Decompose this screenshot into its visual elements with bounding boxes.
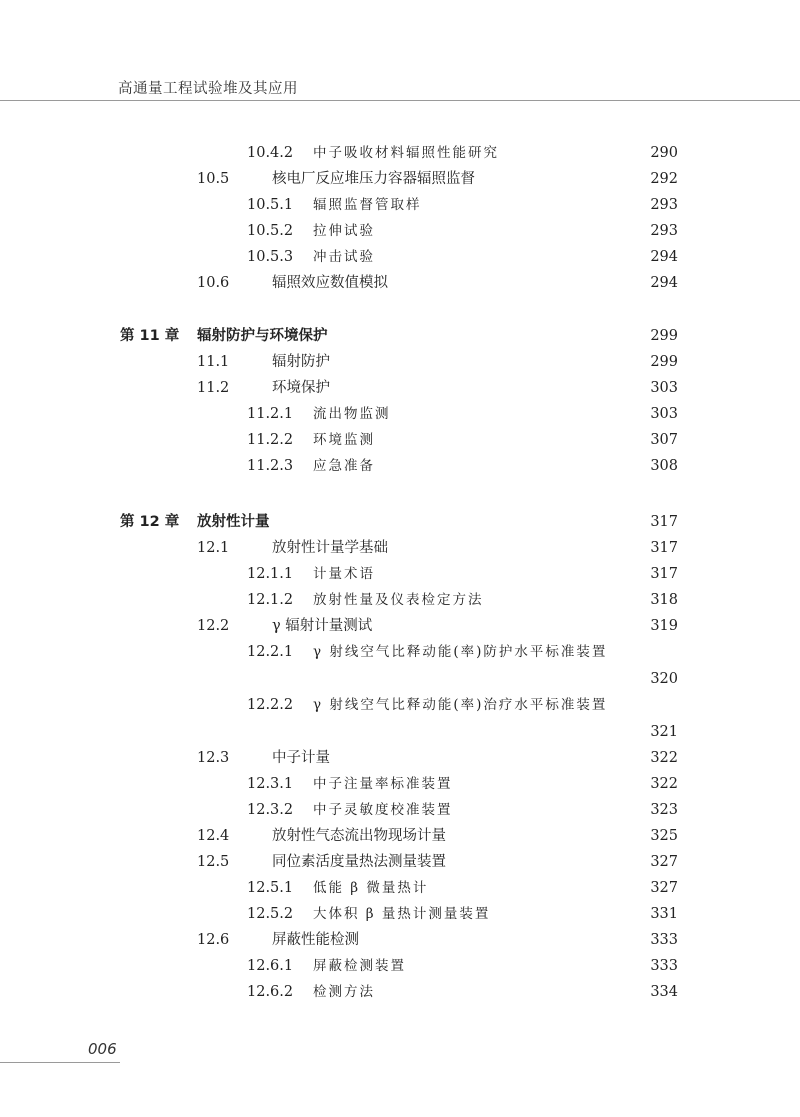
toc-entry-title: 核电厂反应堆压力容器辐照监督 (272, 171, 475, 187)
toc-entry-title: 中子注量率标准装置 (313, 776, 453, 792)
toc-entry-number: 12.3.2 (247, 802, 294, 818)
toc-entry-title: 环境保护 (272, 380, 330, 396)
toc-entry-page: 320 (650, 671, 678, 687)
dot-leader (340, 745, 642, 771)
toc-entry[interactable] (0, 613, 800, 639)
toc-entry-number: 11.2.3 (247, 458, 294, 474)
toc-entry-number: 12.3 (197, 750, 230, 766)
toc-entry[interactable] (0, 270, 800, 296)
toc-entry-title: γ 射线空气比释动能(率)治疗水平标准装置 (313, 697, 608, 713)
toc-entry[interactable] (0, 979, 800, 1005)
toc-entry[interactable] (0, 218, 800, 244)
toc-entry[interactable] (0, 745, 800, 771)
toc-entry-page: 319 (650, 618, 678, 634)
toc-entry-title: 辐照监督管取样 (313, 197, 422, 213)
toc-entry[interactable] (0, 875, 800, 901)
dot-leader (385, 453, 642, 479)
toc-entry-number: 12.2 (197, 618, 230, 634)
dot-leader (385, 561, 642, 587)
toc-entry-title: 辐射防护 (272, 354, 330, 370)
toc-entry-number: 12.4 (197, 828, 230, 844)
dot-leader (385, 427, 642, 453)
toc-entry-page: 334 (650, 984, 678, 1000)
toc-entry-title: 放射性计量 (197, 514, 270, 530)
toc-entry-number: 12.5.1 (247, 880, 294, 896)
toc-entry-title: 放射性量及仪表检定方法 (313, 592, 484, 608)
toc-entry[interactable] (0, 692, 800, 745)
dot-leader (456, 849, 642, 875)
toc-entry-number: 11.2.1 (247, 406, 294, 422)
toc-entry-page: 299 (650, 354, 678, 370)
toc-entry-number: 第 11 章 (120, 328, 180, 344)
dot-leader (485, 166, 642, 192)
dot-leader (500, 901, 642, 927)
dot-leader (280, 509, 643, 535)
toc-entry-page: 303 (650, 380, 678, 396)
toc-entry-page: 322 (650, 750, 678, 766)
toc-entry-title: 同位素活度量热法测量装置 (272, 854, 446, 870)
dot-leader (432, 192, 643, 218)
dot-leader (401, 401, 643, 427)
toc-entry-number: 10.6 (197, 275, 230, 291)
toc-chapter-entry[interactable] (0, 323, 800, 349)
toc-entry-page: 293 (650, 223, 678, 239)
dot-leader (398, 535, 642, 561)
toc-entry[interactable] (0, 561, 800, 587)
toc-entry[interactable] (0, 349, 800, 375)
toc-entry-page: 294 (650, 249, 678, 265)
toc-entry-title: 辐照效应数值模拟 (272, 275, 388, 291)
toc-entry-page: 290 (650, 145, 678, 161)
toc-entry-title: 流出物监测 (313, 406, 391, 422)
toc-entry-number: 12.5.2 (247, 906, 294, 922)
toc-entry-number: 10.4.2 (247, 145, 294, 161)
toc-entry-number: 12.3.1 (247, 776, 294, 792)
toc-entry-number: 12.6.2 (247, 984, 294, 1000)
toc-entry-title: γ 辐射计量测试 (272, 618, 373, 634)
toc-entry[interactable] (0, 823, 800, 849)
toc-entry-number: 12.2.1 (247, 644, 294, 660)
toc-entry[interactable] (0, 140, 800, 166)
dot-leader (463, 797, 643, 823)
toc-entry-number: 11.1 (197, 354, 230, 370)
dot-leader (398, 270, 642, 296)
toc-entry-number: 12.5 (197, 854, 230, 870)
toc-entry-title: 中子吸收材料辐照性能研究 (313, 145, 499, 161)
toc-entry[interactable] (0, 771, 800, 797)
dot-leader (313, 719, 642, 745)
toc-entry-number: 12.6 (197, 932, 230, 948)
toc-chapter-entry[interactable] (0, 509, 800, 535)
toc-entry[interactable] (0, 901, 800, 927)
toc-entry-page: 299 (650, 328, 678, 344)
toc-entry-page: 321 (650, 724, 678, 740)
toc-entry-title: 中子灵敏度校准装置 (313, 802, 453, 818)
toc-entry-number: 12.1.1 (247, 566, 294, 582)
toc-entry-number: 12.1.2 (247, 592, 294, 608)
toc-entry-title: 辐射防护与环境保护 (197, 328, 328, 344)
toc-entry-title: 拉伸试验 (313, 223, 375, 239)
dot-leader (494, 587, 643, 613)
dot-leader (369, 927, 642, 953)
toc-entry-page: 333 (650, 958, 678, 974)
toc-entry-page: 308 (650, 458, 678, 474)
toc-entry[interactable] (0, 639, 800, 692)
toc-entry-number: 10.5 (197, 171, 230, 187)
toc-entry[interactable] (0, 849, 800, 875)
dot-leader (385, 244, 642, 270)
toc-entry-number: 12.1 (197, 540, 230, 556)
book-title: 高通量工程试验堆及其应用 (118, 81, 298, 97)
footer-rule (0, 1062, 120, 1063)
toc-entry-title: γ 射线空气比释动能(率)防护水平标准装置 (313, 644, 608, 660)
toc-entry-number: 12.2.2 (247, 697, 294, 713)
toc-entry-title: 屏蔽检测装置 (313, 958, 406, 974)
toc-entry-page: 303 (650, 406, 678, 422)
toc-entry-title: 低能 β 微量热计 (313, 880, 429, 896)
toc-entry-title: 计量术语 (313, 566, 375, 582)
toc-entry-page: 317 (650, 566, 678, 582)
toc-entry[interactable] (0, 166, 800, 192)
dot-leader (385, 218, 642, 244)
toc-entry-number: 10.5.2 (247, 223, 294, 239)
toc-entry-number: 10.5.1 (247, 197, 294, 213)
toc-entry-title: 屏蔽性能检测 (272, 932, 359, 948)
toc-entry[interactable] (0, 535, 800, 561)
toc-entry-title: 中子计量 (272, 750, 330, 766)
toc-entry-page: 327 (650, 880, 678, 896)
toc-entry[interactable] (0, 953, 800, 979)
toc-entry[interactable] (0, 587, 800, 613)
toc-entry-page: 294 (650, 275, 678, 291)
toc-entry-title: 检测方法 (313, 984, 375, 1000)
toc-entry[interactable] (0, 192, 800, 218)
dot-leader (340, 349, 642, 375)
dot-leader (338, 323, 643, 349)
toc-entry[interactable] (0, 244, 800, 270)
toc-entry[interactable] (0, 797, 800, 823)
toc-entry-page: 322 (650, 776, 678, 792)
toc-entry-page: 307 (650, 432, 678, 448)
toc-entry-number: 12.6.1 (247, 958, 294, 974)
dot-leader (385, 979, 642, 1005)
toc-entry-number: 11.2 (197, 380, 230, 396)
toc-entry-number: 第 12 章 (120, 514, 180, 530)
dot-leader (463, 771, 643, 797)
toc-entry-title: 放射性气态流出物现场计量 (272, 828, 446, 844)
page-number: 006 (88, 1040, 117, 1058)
toc-entry-page: 323 (650, 802, 678, 818)
dot-leader (340, 375, 642, 401)
toc-entry-page: 317 (650, 514, 678, 530)
toc-entry[interactable] (0, 927, 800, 953)
dot-leader (509, 140, 642, 166)
toc-entry[interactable] (0, 401, 800, 427)
dot-leader (438, 875, 642, 901)
toc-entry-title: 环境监测 (313, 432, 375, 448)
toc-entry-page: 318 (650, 592, 678, 608)
toc-entry-title: 应急准备 (313, 458, 375, 474)
toc-entry-title: 放射性计量学基础 (272, 540, 388, 556)
toc-entry-number: 10.5.3 (247, 249, 294, 265)
dot-leader (416, 953, 642, 979)
dot-leader (382, 613, 642, 639)
toc-entry-page: 293 (650, 197, 678, 213)
toc-entry[interactable] (0, 427, 800, 453)
dot-leader (313, 666, 642, 692)
toc-entry-page: 327 (650, 854, 678, 870)
dot-leader (456, 823, 642, 849)
toc-entry-page: 317 (650, 540, 678, 556)
toc-entry[interactable] (0, 375, 800, 401)
toc-entry-page: 325 (650, 828, 678, 844)
toc-entry-page: 292 (650, 171, 678, 187)
toc-entry-number: 11.2.2 (247, 432, 294, 448)
toc-entry-page: 333 (650, 932, 678, 948)
toc-entry-title: 冲击试验 (313, 249, 375, 265)
toc-entry-page: 331 (650, 906, 678, 922)
toc-entry-title: 大体积 β 量热计测量装置 (313, 906, 491, 922)
toc-entry[interactable] (0, 453, 800, 479)
